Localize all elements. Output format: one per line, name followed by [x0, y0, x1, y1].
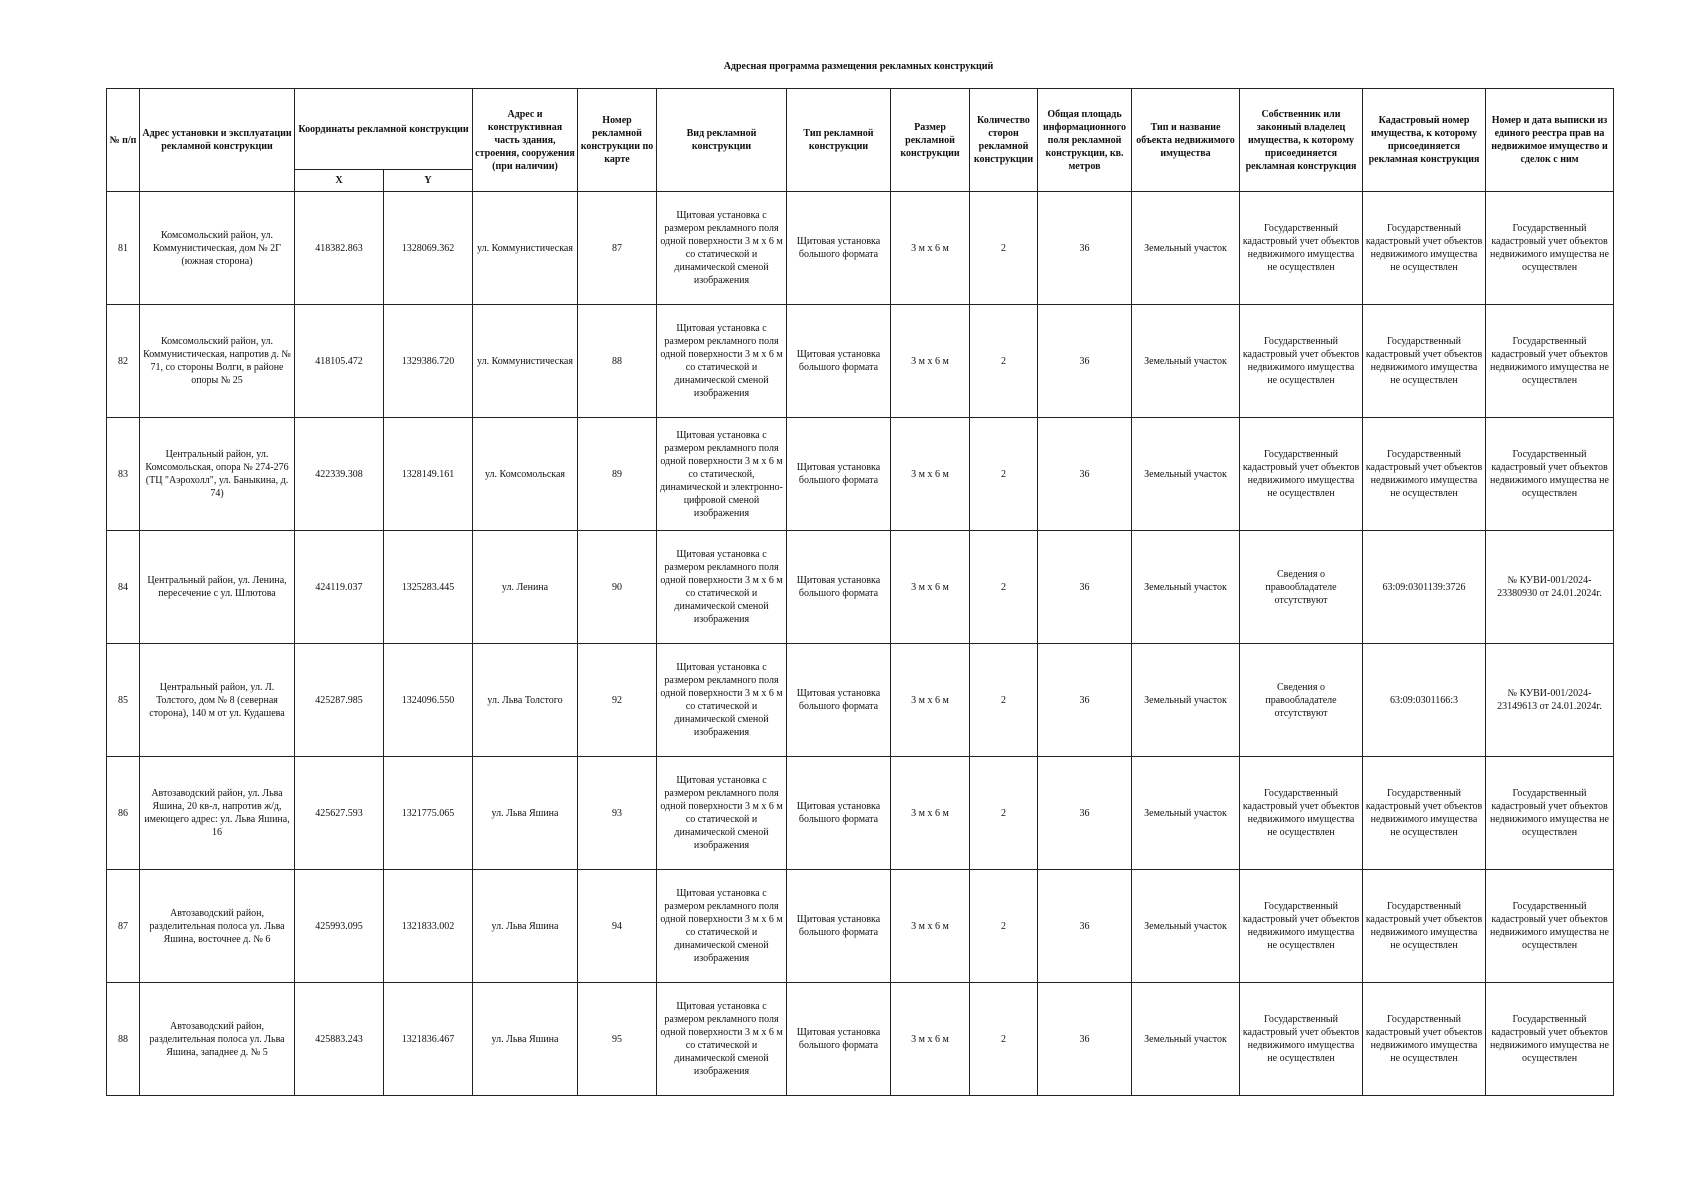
cell-owner: Сведения о правообладателе отсутствуют: [1240, 644, 1363, 757]
cell-area: 36: [1038, 418, 1132, 531]
header-coords: Координаты рекламной конструкции: [295, 89, 473, 170]
cell-type: Щитовая установка большого формата: [787, 870, 891, 983]
cell-num: 82: [107, 305, 140, 418]
cell-size: 3 м х 6 м: [891, 192, 970, 305]
cell-owner: Государственный кадастровый учет объектов недвижимого имущества не осуществлен: [1240, 305, 1363, 418]
header-owner: Собственник или законный владелец имущества, к которому присоединяется рекламная конструкция: [1240, 89, 1363, 192]
cell-cadastral: Государственный кадастровый учет объектов недвижимого имущества не осуществлен: [1363, 870, 1486, 983]
cell-x: 422339.308: [295, 418, 384, 531]
cell-type: Щитовая установка большого формата: [787, 192, 891, 305]
cell-type: Щитовая установка большого формата: [787, 418, 891, 531]
cell-map-num: 95: [578, 983, 657, 1096]
cell-size: 3 м х 6 м: [891, 644, 970, 757]
cell-x: 424119.037: [295, 531, 384, 644]
cell-area: 36: [1038, 531, 1132, 644]
cell-building: ул. Льва Яшина: [473, 870, 578, 983]
table-row: [107, 418, 1614, 531]
cell-cadastral: 63:09:0301139:3726: [1363, 531, 1486, 644]
header-sides: Количество сторон рекламной конструкции: [970, 89, 1038, 192]
cell-size: 3 м х 6 м: [891, 305, 970, 418]
cell-building: ул. Коммунистическая: [473, 305, 578, 418]
cell-building: ул. Льва Яшина: [473, 983, 578, 1096]
cell-size: 3 м х 6 м: [891, 531, 970, 644]
cell-owner: Сведения о правообладателе отсутствуют: [1240, 531, 1363, 644]
cell-y: 1321775.065: [384, 757, 473, 870]
header-y: Y: [384, 170, 473, 192]
cell-address: Комсомольский район, ул. Коммунистическая, дом № 2Г (южная сторона): [140, 192, 295, 305]
cell-address: Центральный район, ул. Л. Толстого, дом № 8 (северная сторона), 140 м от ул. Кудашева: [140, 644, 295, 757]
cell-cadastral: Государственный кадастровый учет объектов недвижимого имущества не осуществлен: [1363, 305, 1486, 418]
cell-size: 3 м х 6 м: [891, 983, 970, 1096]
header-cadastral: Кадастровый номер имущества, к которому присоединяется рекламная конструкция: [1363, 89, 1486, 192]
cell-registry: № КУВИ-001/2024-23149613 от 24.01.2024г.: [1486, 644, 1614, 757]
cell-map-num: 92: [578, 644, 657, 757]
cell-address: Автозаводский район, разделительная полоса ул. Льва Яшина, западнее д. № 5: [140, 983, 295, 1096]
cell-num: 84: [107, 531, 140, 644]
cell-map-num: 88: [578, 305, 657, 418]
cell-kind: Щитовая установка с размером рекламного поля одной поверхности 3 м х 6 м со статической и динамической сменой изображения: [657, 305, 787, 418]
cell-type: Щитовая установка большого формата: [787, 531, 891, 644]
cell-sides: 2: [970, 983, 1038, 1096]
cell-map-num: 94: [578, 870, 657, 983]
cell-owner: Государственный кадастровый учет объектов недвижимого имущества не осуществлен: [1240, 757, 1363, 870]
cell-num: 86: [107, 757, 140, 870]
cell-size: 3 м х 6 м: [891, 870, 970, 983]
table-row: [107, 870, 1614, 983]
cell-kind: Щитовая установка с размером рекламного поля одной поверхности 3 м х 6 м со статической и динамической сменой изображения: [657, 983, 787, 1096]
table-row: [107, 192, 1614, 305]
cell-cadastral: Государственный кадастровый учет объектов недвижимого имущества не осуществлен: [1363, 983, 1486, 1096]
cell-building: ул. Ленина: [473, 531, 578, 644]
cell-owner: Государственный кадастровый учет объектов недвижимого имущества не осуществлен: [1240, 192, 1363, 305]
header-area: Общая площадь информационного поля рекламной конструкции, кв. метров: [1038, 89, 1132, 192]
cell-address: Центральный район, ул. Ленина, пересечение с ул. Шлютова: [140, 531, 295, 644]
cell-property: Земельный участок: [1132, 757, 1240, 870]
cell-sides: 2: [970, 757, 1038, 870]
cell-kind: Щитовая установка с размером рекламного поля одной поверхности 3 м х 6 м со статической и динамической сменой изображения: [657, 192, 787, 305]
cell-building: ул. Комсомольская: [473, 418, 578, 531]
cell-num: 88: [107, 983, 140, 1096]
cell-registry: Государственный кадастровый учет объектов недвижимого имущества не осуществлен: [1486, 418, 1614, 531]
cell-type: Щитовая установка большого формата: [787, 757, 891, 870]
cell-building: ул. Льва Толстого: [473, 644, 578, 757]
cell-area: 36: [1038, 870, 1132, 983]
cell-area: 36: [1038, 192, 1132, 305]
cell-size: 3 м х 6 м: [891, 418, 970, 531]
cell-num: 85: [107, 644, 140, 757]
cell-type: Щитовая установка большого формата: [787, 644, 891, 757]
document-title: Адресная программа размещения рекламных конструкций: [723, 61, 994, 72]
cell-sides: 2: [970, 531, 1038, 644]
cell-x: 418382.863: [295, 192, 384, 305]
cell-cadastral: Государственный кадастровый учет объектов недвижимого имущества не осуществлен: [1363, 418, 1486, 531]
cell-size: 3 м х 6 м: [891, 757, 970, 870]
cell-building: ул. Льва Яшина: [473, 757, 578, 870]
cell-address: Центральный район, ул. Комсомольская, опора № 274-276 (ТЦ "Аэрохолл", ул. Баныкина, д. 74): [140, 418, 295, 531]
cell-x: 425627.593: [295, 757, 384, 870]
table-row: [107, 983, 1614, 1096]
cell-map-num: 89: [578, 418, 657, 531]
cell-y: 1329386.720: [384, 305, 473, 418]
cell-registry: Государственный кадастровый учет объектов недвижимого имущества не осуществлен: [1486, 757, 1614, 870]
cell-registry: Государственный кадастровый учет объектов недвижимого имущества не осуществлен: [1486, 192, 1614, 305]
cell-property: Земельный участок: [1132, 531, 1240, 644]
table-row: [107, 757, 1614, 870]
cell-x: 425287.985: [295, 644, 384, 757]
cell-property: Земельный участок: [1132, 305, 1240, 418]
cell-address: Комсомольский район, ул. Коммунистическая, напротив д. № 71, со стороны Волги, в районе опоры № 25: [140, 305, 295, 418]
cell-y: 1325283.445: [384, 531, 473, 644]
cell-cadastral: Государственный кадастровый учет объектов недвижимого имущества не осуществлен: [1363, 757, 1486, 870]
cell-area: 36: [1038, 983, 1132, 1096]
cell-y: 1328149.161: [384, 418, 473, 531]
cell-registry: Государственный кадастровый учет объектов недвижимого имущества не осуществлен: [1486, 870, 1614, 983]
cell-map-num: 93: [578, 757, 657, 870]
cell-kind: Щитовая установка с размером рекламного поля одной поверхности 3 м х 6 м со статической и динамической сменой изображения: [657, 870, 787, 983]
cell-registry: № КУВИ-001/2024-23380930 от 24.01.2024г.: [1486, 531, 1614, 644]
header-num: № п/п: [107, 89, 140, 192]
cell-sides: 2: [970, 192, 1038, 305]
header-registry: Номер и дата выписки из единого реестра прав на недвижимое имущество и сделок с ним: [1486, 89, 1614, 192]
header-x: X: [295, 170, 384, 192]
cell-cadastral: 63:09:0301166:3: [1363, 644, 1486, 757]
cell-kind: Щитовая установка с размером рекламного поля одной поверхности 3 м х 6 м со статической и динамической сменой изображения: [657, 757, 787, 870]
cell-num: 87: [107, 870, 140, 983]
cell-registry: Государственный кадастровый учет объектов недвижимого имущества не осуществлен: [1486, 983, 1614, 1096]
cell-x: 425883.243: [295, 983, 384, 1096]
cell-type: Щитовая установка большого формата: [787, 983, 891, 1096]
header-map-num: Номер рекламной конструкции по карте: [578, 89, 657, 192]
cell-property: Земельный участок: [1132, 870, 1240, 983]
header-property: Тип и название объекта недвижимого имущества: [1132, 89, 1240, 192]
cell-area: 36: [1038, 644, 1132, 757]
cell-kind: Щитовая установка с размером рекламного поля одной поверхности 3 м х 6 м со статической, динамической и электронно-цифровой сменой изображения: [657, 418, 787, 531]
cell-num: 81: [107, 192, 140, 305]
cell-sides: 2: [970, 644, 1038, 757]
cell-address: Автозаводский район, ул. Льва Яшина, 20 кв-л, напротив ж/д, имеющего адрес: ул. Льва Яшина, 16: [140, 757, 295, 870]
table-row: [107, 531, 1614, 644]
cell-sides: 2: [970, 870, 1038, 983]
cell-sides: 2: [970, 418, 1038, 531]
header-kind: Вид рекламной конструкции: [657, 89, 787, 192]
cell-property: Земельный участок: [1132, 192, 1240, 305]
cell-property: Земельный участок: [1132, 983, 1240, 1096]
header-type: Тип рекламной конструкции: [787, 89, 891, 192]
table-body: [107, 192, 1614, 1096]
cell-num: 83: [107, 418, 140, 531]
cell-map-num: 90: [578, 531, 657, 644]
cell-owner: Государственный кадастровый учет объектов недвижимого имущества не осуществлен: [1240, 983, 1363, 1096]
cell-type: Щитовая установка большого формата: [787, 305, 891, 418]
cell-registry: Государственный кадастровый учет объектов недвижимого имущества не осуществлен: [1486, 305, 1614, 418]
cell-x: 425993.095: [295, 870, 384, 983]
cell-address: Автозаводский район, разделительная полоса ул. Льва Яшина, восточнее д. № 6: [140, 870, 295, 983]
cell-kind: Щитовая установка с размером рекламного поля одной поверхности 3 м х 6 м со статической и динамической сменой изображения: [657, 531, 787, 644]
cell-area: 36: [1038, 757, 1132, 870]
cell-building: ул. Коммунистическая: [473, 192, 578, 305]
cell-map-num: 87: [578, 192, 657, 305]
cell-y: 1324096.550: [384, 644, 473, 757]
cell-cadastral: Государственный кадастровый учет объектов недвижимого имущества не осуществлен: [1363, 192, 1486, 305]
cell-property: Земельный участок: [1132, 644, 1240, 757]
cell-area: 36: [1038, 305, 1132, 418]
cell-y: 1321833.002: [384, 870, 473, 983]
cell-owner: Государственный кадастровый учет объектов недвижимого имущества не осуществлен: [1240, 870, 1363, 983]
cell-x: 418105.472: [295, 305, 384, 418]
header-building: Адрес и конструктивная часть здания, строения, сооружения (при наличии): [473, 89, 578, 192]
cell-owner: Государственный кадастровый учет объектов недвижимого имущества не осуществлен: [1240, 418, 1363, 531]
cell-y: 1321836.467: [384, 983, 473, 1096]
cell-property: Земельный участок: [1132, 418, 1240, 531]
cell-kind: Щитовая установка с размером рекламного поля одной поверхности 3 м х 6 м со статической и динамической сменой изображения: [657, 644, 787, 757]
table-row: [107, 305, 1614, 418]
header-address: Адрес установки и эксплуатации рекламной конструкции: [140, 89, 295, 192]
cell-y: 1328069.362: [384, 192, 473, 305]
advertising-table: [106, 88, 1614, 1096]
cell-sides: 2: [970, 305, 1038, 418]
header-size: Размер рекламной конструкции: [891, 89, 970, 192]
table-row: [107, 644, 1614, 757]
